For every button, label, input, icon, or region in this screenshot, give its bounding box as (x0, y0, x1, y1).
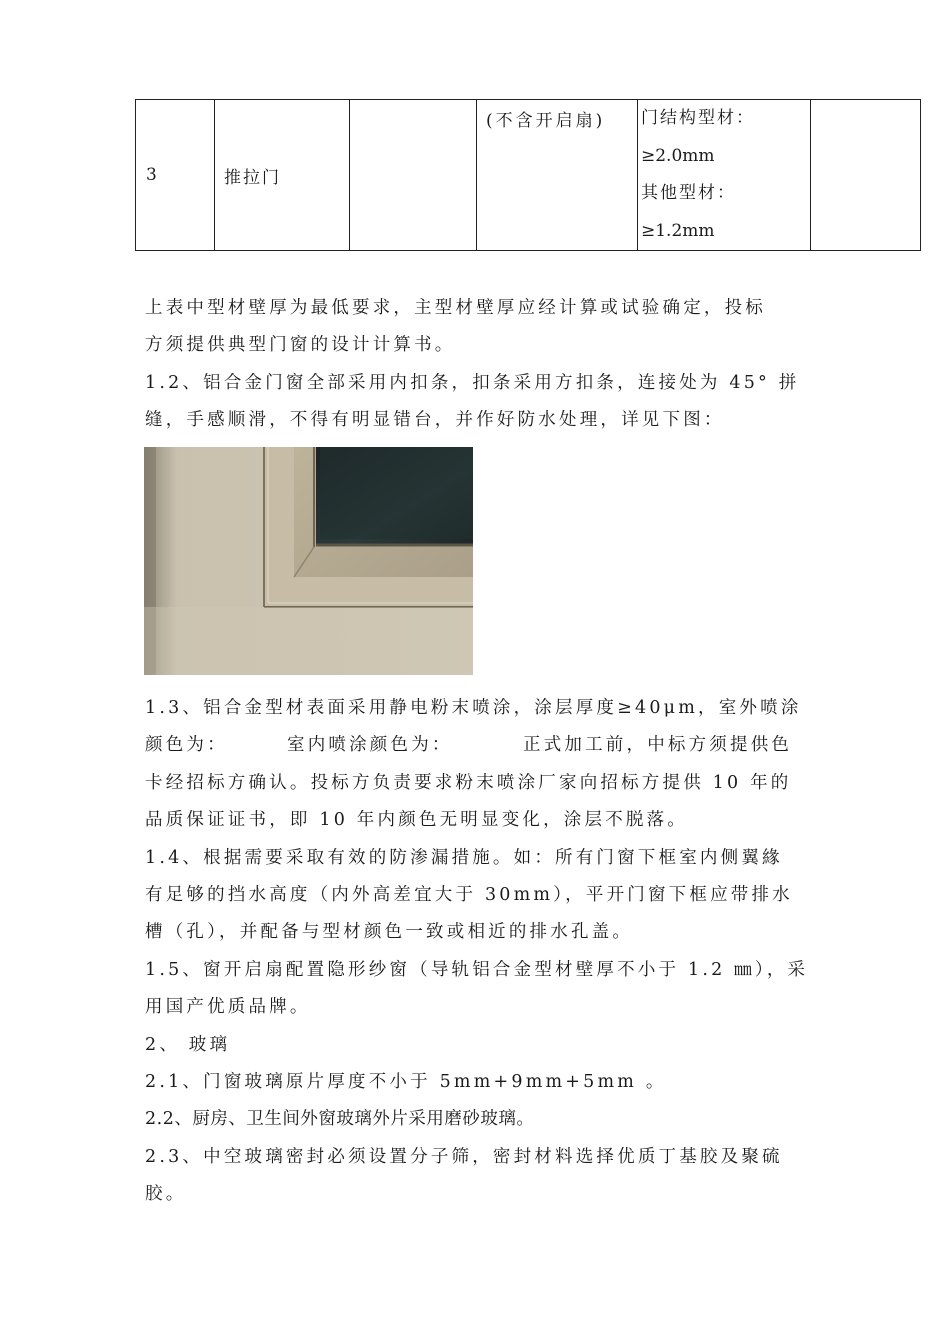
paragraph-line: 品质保证证书，即 10 年内颜色无明显变化，涂层不脱落。 (145, 810, 688, 830)
paragraph-line: 有足够的挡水高度（内外高差宜大于 30mm），平开门窗下框应带排水 (145, 885, 793, 905)
paragraph-line: 1.2、铝合金门窗全部采用内扣条，扣条采用方扣条，连接处为 45° 拼 (145, 373, 800, 393)
row-number: 3 (136, 100, 215, 251)
spec-table (135, 99, 921, 251)
paragraph-line: 缝，手感顺滑，不得有明显错台，并作好防水处理，详见下图： (145, 410, 725, 430)
thickness-spec (638, 100, 811, 251)
empty-cell (811, 100, 921, 251)
paragraph-line: 卡经招标方确认。投标方负责要求粉末喷涂厂家向招标方提供 10 年的 (145, 773, 792, 793)
table-row (136, 100, 921, 251)
window-frame-corner-photo (144, 447, 473, 675)
item-name: 推拉门 (215, 100, 350, 251)
paragraph-line: 颜色为： (145, 735, 228, 755)
paragraph-line: 1.3、铝合金型材表面采用静电粉末喷涂，涂层厚度≥40μm，室外喷涂 (145, 698, 802, 718)
spec-line: 其他型材： (641, 183, 736, 203)
paragraph-line: 1.5、窗开启扇配置隐形纱窗（导轨铝合金型材壁厚不小于 1.2 ㎜），采 (145, 960, 809, 980)
paragraph-line: 胶。 (145, 1184, 187, 1204)
empty-cell (350, 100, 477, 251)
spec-line: ≥2.0mm (641, 145, 715, 166)
section-heading: 2、 玻璃 (145, 1035, 231, 1055)
paragraph-line: 正式加工前，中标方须提供色 (523, 735, 793, 755)
item-note: (不含开启扇) (477, 100, 638, 251)
paragraph-line: 室内喷涂颜色为： (287, 735, 453, 755)
paragraph-line: 用国产优质品牌。 (145, 997, 311, 1017)
spec-line: ≥1.2mm (641, 220, 715, 241)
paragraph-line: 2.1、门窗玻璃原片厚度不小于 5mm+9mm+5mm 。 (145, 1072, 667, 1092)
paragraph-line: 2.2、厨房、卫生间外窗玻璃外片采用磨砂玻璃。 (145, 1109, 535, 1129)
paragraph-line: 上表中型材壁厚为最低要求，主型材壁厚应经计算或试验确定，投标 (145, 298, 766, 318)
paragraph-line: 槽（孔），并配备与型材颜色一致或相近的排水孔盖。 (145, 922, 634, 942)
paragraph-line: 2.3、中空玻璃密封必须设置分子筛，密封材料选择优质丁基胶及聚硫 (145, 1147, 783, 1167)
paragraph-line: 1.4、根据需要采取有效的防渗漏措施。如：所有门窗下框室内侧翼緣 (145, 848, 783, 868)
paragraph-line: 方须提供典型门窗的设计计算书。 (145, 335, 456, 355)
spec-line: 门结构型材： (641, 108, 755, 128)
